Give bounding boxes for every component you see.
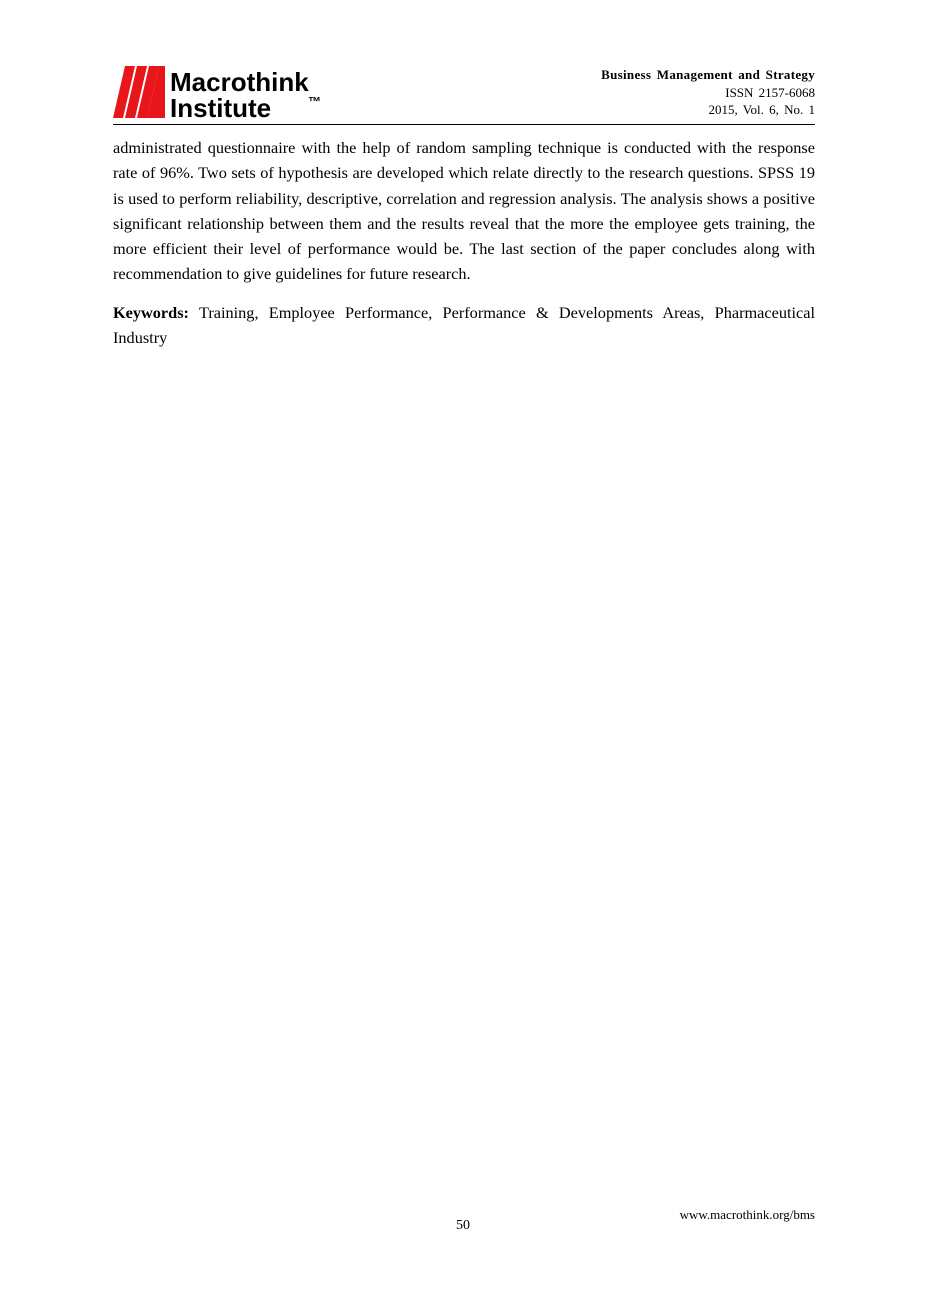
publisher-logo bbox=[113, 66, 353, 122]
keywords-paragraph bbox=[113, 300, 815, 351]
abstract-paragraph: administrated questionnaire with the help of random sampling technique is conducted with the response rate of 96%. Two sets of hypothesis are developed which relate directly to the research questions. SPSS 19 is used to perform reliability, descriptive, correlation and regression analysis. The analysis shows a positive significant relationship between them and the results reveal that the more the employee gets training, the more efficient their level of performance would be. The last section of the paper concludes along with recommendation to give guidelines for future research. bbox=[113, 138, 815, 284]
logo-trademark: ™ bbox=[308, 94, 321, 109]
keywords-label: Keywords: bbox=[113, 302, 189, 322]
journal-info bbox=[601, 66, 815, 119]
journal-name: Business Management and Strategy bbox=[601, 67, 815, 82]
header-divider bbox=[113, 124, 815, 125]
macrothink-logo-mark bbox=[113, 66, 353, 122]
page-number: 50 bbox=[456, 1218, 470, 1233]
journal-volume: 2015, Vol. 6, No. 1 bbox=[708, 102, 815, 117]
logo-line1: Macrothink bbox=[170, 67, 309, 97]
logo-red-m-icon bbox=[113, 66, 165, 118]
journal-issn: ISSN 2157-6068 bbox=[725, 84, 815, 100]
footer-url: www.macrothink.org/bms bbox=[679, 1207, 815, 1222]
page-body bbox=[113, 135, 815, 350]
logo-line2: Institute bbox=[170, 93, 272, 122]
keywords-text: Training, Employee Performance, Performance & Developments Areas, Pharmaceutical Industry bbox=[113, 302, 815, 348]
